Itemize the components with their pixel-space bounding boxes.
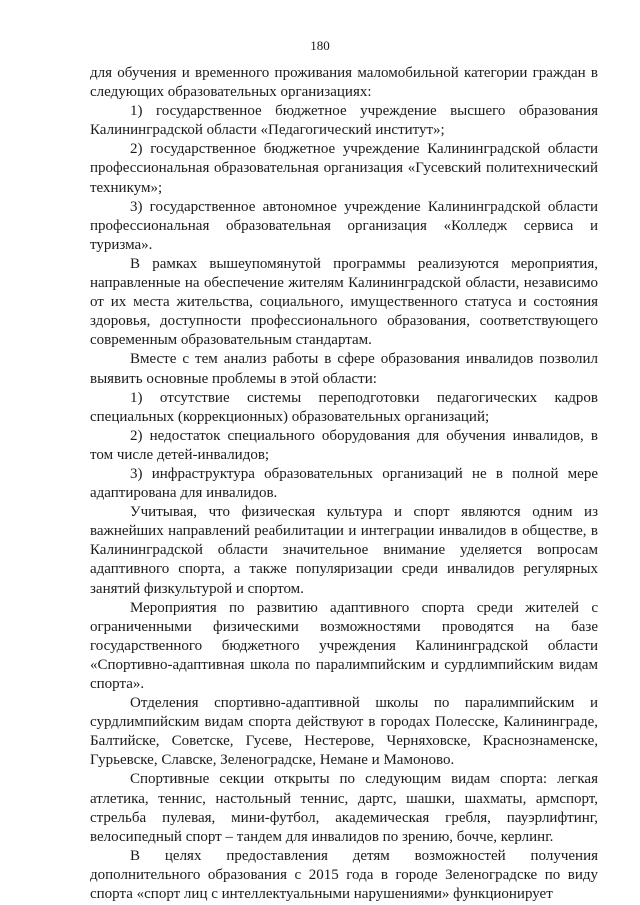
paragraph: В целях предоставления детям возможностей получения дополнительного образования с 2015 года в городе Зеленоградске по виду спорта «спорт лиц с интеллектуальными нарушениями» функционирует <box>90 847 598 903</box>
document-body <box>90 64 598 904</box>
list-item: 2) государственное бюджетное учреждение Калининградской области профессиональная образовательная организация «Гусевский политехнический техникум»; <box>90 141 598 196</box>
page-number: 180 <box>310 38 330 53</box>
paragraph: для обучения и временного проживания маломобильной категории граждан в следующих образовательных организациях: <box>90 65 598 101</box>
list-item: 3) государственное автономное учреждение Калининградской области профессиональная образовательная организация «Колледж сервиса и туризма». <box>90 198 598 253</box>
paragraph: Мероприятия по развитию адаптивного спорта среди жителей с ограниченными физическими возможностями проводятся на базе государственного бюджетного учреждения Калининградской области «Спортивно-адаптивная школа по паралимпийским и сурдлимпийским видам спорта». <box>90 599 598 692</box>
paragraph: Спортивные секции открыты по следующим видам спорта: легкая атлетика, теннис, настольный теннис, дартс, шашки, шахматы, армспорт, стрельба пулевая, мини-футбол, академическая гребля, пауэрлифтинг, велосипедный спорт – тандем для инвалидов по зрению, бочче, керлинг. <box>90 771 598 845</box>
list-item: 3) инфраструктура образовательных организаций не в полной мере адаптирована для инвалидов. <box>90 465 598 502</box>
paragraph: Вместе с тем анализ работы в сфере образования инвалидов позволил выявить основные проблемы в этой области: <box>90 351 598 387</box>
list-item: 1) отсутствие системы переподготовки педагогических кадров специальных (коррекционных) образовательных организаций; <box>90 389 598 425</box>
paragraph: Учитывая, что физическая культура и спорт являются одним из важнейших направлений реабилитации и интеграции инвалидов в обществе, в Калининградской области значительное внимание уделяется вопросам адаптивного спорта, а также популяризации среди инвалидов регулярных занятий физкультурой и спортом. <box>90 504 598 597</box>
list-item: 2) недостаток специального оборудования для обучения инвалидов, в том числе детей-инвалидов; <box>90 427 598 463</box>
paragraph: В рамках вышеупомянутой программы реализуются мероприятия, направленные на обеспечение жителям Калининградской области, независимо от их места жительства, социального, имущественного статуса и состояния здоровья, доступности профессионального образования, соответствующего современным образовательным стандартам. <box>90 255 598 349</box>
list-item: 1) государственное бюджетное учреждение высшего образования Калининградской области «Педагогический институт»; <box>90 103 598 139</box>
paragraph: Отделения спортивно-адаптивной школы по паралимпийским и сурдлимпийским видам спорта действуют в городах Полесске, Калининграде, Балтийске, Советске, Гусеве, Нестерове, Черняховске, Краснознаменске, Гурьевске, Славске, Зеленоградске, Немане и Мамоново. <box>90 695 598 769</box>
